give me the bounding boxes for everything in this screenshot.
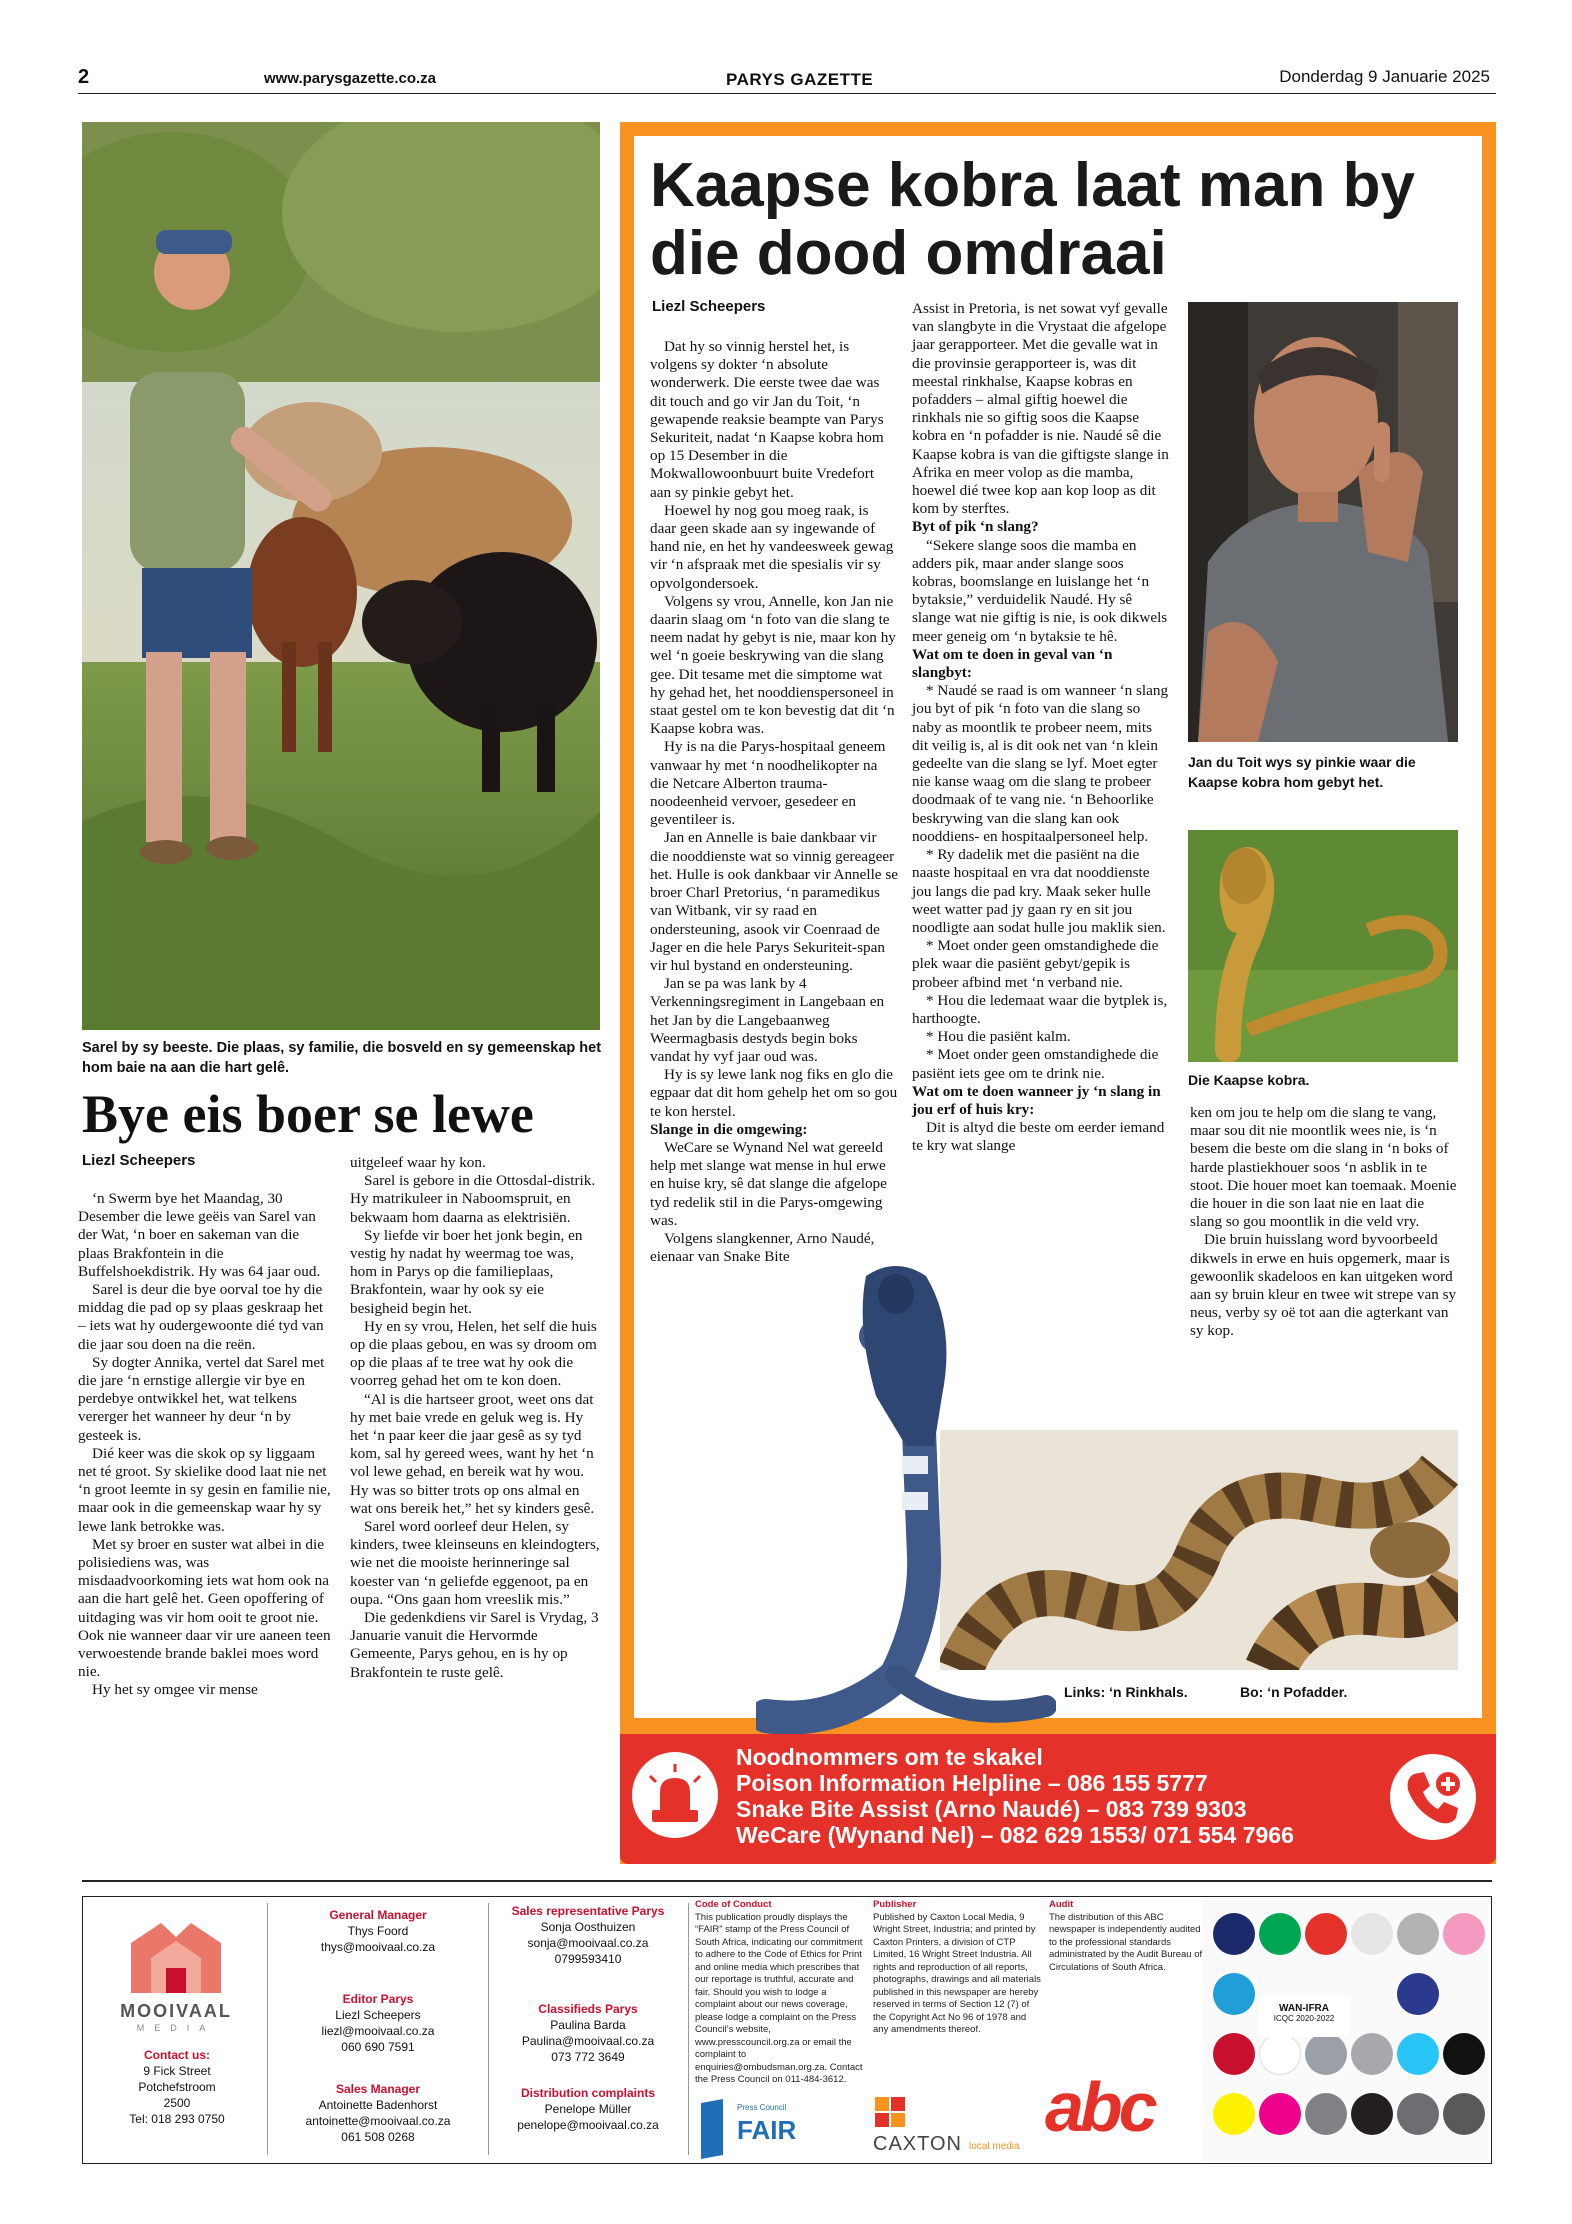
- jan-photo-caption: Jan du Toit wys sy pinkie waar die Kaapse kobra hom gebyt het.: [1188, 754, 1416, 790]
- colour-swatch: [1443, 2033, 1485, 2075]
- press-council-fair-logo: Press Council FAIR: [693, 2097, 803, 2161]
- emergency-line-3: WeCare (Wynand Nel) – 082 629 1553/ 071 554 7966: [736, 1822, 1294, 1848]
- colour-swatch: [1397, 2093, 1439, 2135]
- caxton-logo: CAXTON local media: [873, 2097, 1043, 2157]
- paragraph: Sarel word oorleef deur Helen, sy kinders, twee kleinseuns en kleindogters, wie net die mooiste herinneringe sal koester van ‘n geliefde eggenoot, pa en oupa. “Ons gaan hom vreeslik mis.”: [350, 1518, 600, 1608]
- footer-divider: [688, 1903, 689, 2155]
- colour-swatch: [1259, 1913, 1301, 1955]
- audit-block: Audit The distribution of this ABC newspaper is independently audited to the professional standards administrated by the Audit Bureau of Circulations of South Africa.: [1049, 1899, 1203, 1973]
- cobra-article-column-1: [650, 338, 898, 1266]
- paragraph: Hy is sy lewe lank nog fiks en glo die egpaar dat dit hom gehelp het om so gou te kon herstel.: [650, 1066, 898, 1120]
- paragraph: Volgens sy vrou, Annelle, kon Jan nie daarin slaag om ‘n foto van die slang te neem nadat hy gebyt is nie, maar kon hy wel ‘n goeie beskrywing van die slang gee. Dit tesame met die simptome wat hy gehad het, het nooddienspersoneel in staat gestel om te kon bevestig dat dit ‘n Kaapse kobra was.: [650, 592, 896, 738]
- masthead: PARYS GAZETTE: [726, 70, 874, 89]
- mooivaal-wordmark: MOOIVAAL: [120, 2001, 232, 2021]
- subheading: Slange in die omgewing:: [650, 1120, 808, 1138]
- paragraph: ‘n Swerm bye het Maandag, 30 Desember die lewe geëis van Sarel van der Wat, ‘n boer en sakeman van die plaas Brakfontein in die Buffelshoekdistrik. Hy was 64 jaar oud.: [78, 1190, 321, 1280]
- farmer-cattle-photo: [82, 122, 600, 1030]
- paragraph: Dié keer was die skok op sy liggaam net té groot. Sy skielike dood laat nie net ‘n groot leemte in sy gesin en familie nie, maar ook in die gemeenskap waar hy sy lewe lank betrokke was.: [78, 1444, 331, 1535]
- general-manager: General Manager Thys Foord thys@mooivaal.co.za: [320, 1908, 436, 1954]
- paragraph: Hy en sy vrou, Helen, het self die huis op die plaas gebou, en was sy droom om op die plaas af te tree wat hy ook die voorreg gehad het om te kon doen.: [350, 1317, 597, 1390]
- paragraph: Sarel is deur die bye oorval toe hy die middag die pad op sy plaas geskraap het – iets wat hy oudergewoonte dié tyd van die jaar sou doen na die reën.: [78, 1281, 324, 1353]
- paragraph: Sarel is gebore in die Ottosdal-distrik. Hy matrikuleer in Naboomspruit, en bekwaam hom daarna as elektrisiën.: [350, 1172, 596, 1226]
- colour-swatch: [1305, 1913, 1347, 1955]
- paragraph: Jan se pa was lank by 4 Verkenningsregiment in Langebaan en het Jan by die Langebaanweg Weermagbasis destyds begin boks vandat hy vyf jaar oud was.: [650, 975, 885, 1065]
- colour-swatch: [1213, 2033, 1255, 2075]
- colour-swatch: [1259, 2093, 1301, 2135]
- rinkhals-caption: Links: ‘n Rinkhals.: [1064, 1684, 1188, 1700]
- colour-swatch: [1351, 2093, 1393, 2135]
- paragraph: “Al is die hartseer groot, weet ons dat hy met baie vrede en geluk weg is. Hy het ‘n paar keer die jaar gesê as sy tyd kom, sal hy gereed wees, want hy het ‘n vol lewe gehad, en bereik wat hy wou. Hy was so bitter trots op ons almal en wat ons bereik het,” het sy kinders gesê.: [350, 1390, 595, 1517]
- paragraph: * Naudé se raad is om wanneer ‘n slang jou byt of pik ‘n foto van die slang so naby as moontlik te probeer neem, mits dit veilig is, al is dit ook net van ‘n klein gedeelte van die slang se lyf. Moet egter nie kanse waag om die slang te probeer doodmaak of te vang nie. ‘n Behoorlike beskrywing van die slang kan ook nooddiens- en hospitaalpersoneel help.: [912, 682, 1169, 845]
- paragraph: Met sy broer en suster wat albei in die polisiediens was, was misdaadvoorkoming iets wat hom ook na aan die hart gelê het. Geen opoffering of uitdaging was vir hom ooit te groot nie. Ook nie wanneer daar vir ure aaneen teen verwoestende brande baklei moes word nie.: [78, 1535, 331, 1681]
- colour-swatch: [1397, 1913, 1439, 1955]
- cobra-headline: Kaapse kobra laat man by die dood omdraai: [650, 151, 1415, 288]
- colour-swatch: [1305, 2093, 1347, 2135]
- paragraph: Hy het sy omgee vir mense: [92, 1681, 258, 1699]
- paragraph: Assist in Pretoria, is net sowat vyf gevalle van slangbyte in die Vrystaat die afgelope jaar gerapporteer. Met die gevalle wat in die provinsie gerapporteer is, was dit meestal rinkhalse, Kaapse kobras en pofadders – almal giftig hoewel die rinkhals nie so giftig soos die Kaapse kobra en ‘n pofadder is nie. Naudé sê die Kaapse kobra is van die giftigste slange in Afrika en meer volop as die mamba, hoewel dié twee kop aan kop loop as dit kom by sterftes.: [912, 300, 1169, 518]
- paragraph: WeCare se Wynand Nel wat gereeld help met slange wat mense in hul erwe en huise kry, sê dat slange die afgelope tyd redelik stil in die Parys-omgewing was.: [650, 1138, 887, 1229]
- colour-swatch: [1351, 1913, 1393, 1955]
- left-byline: Liezl Scheepers: [82, 1152, 196, 1169]
- subheading: Byt of pik ‘n slang?: [912, 518, 1039, 536]
- colour-swatch: [1443, 2093, 1485, 2135]
- page-number: 2: [78, 66, 90, 88]
- cobra-article-column-2: [912, 300, 1170, 1156]
- wan-ifra-badge: WAN-IFRA ICQC 2020-2022: [1259, 1997, 1349, 2037]
- left-article-column-2: [350, 1154, 602, 1682]
- sales-representative: Sales representative Parys Sonja Oosthuizen sonja@mooivaal.co.za 0799593410: [511, 1904, 665, 1966]
- paragraph: Jan en Annelle is baie dankbaar vir die nooddienste wat so vinnig gereageer het. Hulle is ook dankbaar vir Annelle se broer Charl Pretorius, ‘n paramedikus van Witbank, vir sy raad en ondersteuning, asook vir Coenraad de Jager en die hele Parys Sekuriteit-span vir hul bystand en ondersteuning.: [650, 829, 898, 974]
- paragraph: Dit is altyd die beste om eerder iemand te kry wat slange: [912, 1119, 1165, 1155]
- colour-swatch: [1397, 1973, 1439, 2015]
- paragraph: * Hou die pasiënt kalm.: [926, 1028, 1071, 1046]
- phone-icon: [1390, 1754, 1476, 1840]
- mooivaal-sub: MEDIA: [136, 2023, 216, 2033]
- rinkhals-cutout: [756, 1256, 1056, 1746]
- paragraph: * Moet onder geen omstandighede die plek waar die pasiënt gebyt/gepik is probeer afbind met ‘n verband nie.: [912, 937, 1159, 991]
- imprint-footer: [82, 1896, 1492, 2164]
- cape-cobra-photo: [1188, 830, 1458, 1062]
- paragraph: Hoewel hy nog gou moeg raak, is daar geen skade aan sy ingewande of hand nie, en het hy vandeesweek gewag vir ‘n afspraak met die spesialis vir sy opvolgondersoek.: [650, 501, 894, 592]
- farmer-photo-caption: Sarel by sy beeste. Die plaas, sy familie, die bosveld en sy gemeenskap het hom baie na aan die hart gelê.: [82, 1040, 602, 1076]
- abc-logo: abc: [1045, 2068, 1154, 2146]
- left-headline: Bye eis boer se lewe: [82, 1084, 534, 1144]
- cobra-byline: Liezl Scheepers: [652, 298, 766, 315]
- paragraph: uitgeleef waar hy kon.: [350, 1154, 486, 1171]
- left-article-column-1: [78, 1190, 332, 1700]
- colour-swatch: [1351, 2033, 1393, 2075]
- emergency-title: Noodnommers om te skakel: [736, 1744, 1043, 1770]
- emergency-numbers-bar: [620, 1734, 1496, 1864]
- colour-swatch: [1213, 2093, 1255, 2135]
- cobra-article-column-3: [1190, 1104, 1458, 1341]
- colour-calibration-panel: [1203, 1899, 1489, 2161]
- publisher-block: Publisher Published by Caxton Local Media, 9 Wright Street, Industria; and printed by Caxton Printers, a division of CTP Limited, 16 Wright Street Industria. All rights and reproduction of all reports, photographs, drawings and all materials published in this newspaper are hereby reserved in terms of Section 12 (7) of the Copyright Act No 96 of 1978 and any amendments thereof.: [873, 1899, 1041, 2035]
- paragraph: Die gedenkdiens vir Sarel is Vrydag, 3 Januarie vanuit die Hervormde Gemeente, Parys gehou, en is hy op Brakfontein te ruste gelê.: [350, 1609, 599, 1681]
- footer-divider: [267, 1903, 268, 2155]
- paragraph: Sy liefde vir boer het jonk begin, en vestig hy nadat hy weermag toe was, hom in Parys op die familieplaas, Brakfontein, waar hy ook sy eie besigheid begin het.: [350, 1226, 583, 1317]
- paragraph: * Moet onder geen omstandighede die pasiënt iets gee om te drink nie.: [912, 1046, 1159, 1082]
- paragraph: ken om jou te help om die slang te vang, maar sou dit nie moontlik wees nie, is ‘n besem die beste om die slang in ‘n boks of harde plastiekhouer soos ‘n asblik in te stoot. Die houer moet kan toemaak. Moenie die houer in die son laat nie en laat die slang so gou moontlik in die veld vry.: [1190, 1104, 1457, 1231]
- subheading: Wat om te doen wanneer jy ‘n slang in jou erf of huis kry:: [912, 1082, 1161, 1118]
- issue-date: Donderdag 9 Januarie 2025: [1279, 67, 1490, 86]
- mooivaal-logo: [121, 1913, 231, 2003]
- paragraph: * Hou die ledemaat waar die bytplek is, harthoogte.: [912, 991, 1168, 1027]
- editor-parys: Editor Parys Liezl Scheepers liezl@mooivaal.co.za 060 690 7591: [321, 1992, 435, 2054]
- website-url[interactable]: www.parysgazette.co.za: [264, 70, 437, 87]
- distribution-complaints: Distribution complaints Penelope Müller penelope@mooivaal.co.za: [517, 2086, 659, 2132]
- sales-manager: Sales Manager Antoinette Badenhorst antoinette@mooivaal.co.za 061 508 0268: [305, 2082, 451, 2144]
- colour-swatch: [1259, 2033, 1301, 2075]
- footer-divider: [488, 1903, 489, 2155]
- emergency-line-1: Poison Information Helpline – 086 155 5777: [736, 1770, 1208, 1796]
- page-header: [78, 66, 1496, 94]
- colour-swatch: [1305, 2033, 1347, 2075]
- paragraph: Die bruin huisslang word byvoorbeeld dikwels in erwe en huis opgemerk, maar is gewoonlik skadeloos en kan uitgeken word aan sy bruin kleur en twee wit strepe van sy neus, verby sy oë tot aan die agterkant van sy kop.: [1190, 1231, 1457, 1340]
- cobra-photo-caption: Die Kaapse kobra.: [1188, 1072, 1310, 1088]
- subheading: Wat om te doen in geval van ‘n slangbyt:: [912, 645, 1113, 682]
- paragraph: “Sekere slange soos die mamba en adders pik, maar ander slange soos kobras, boomslange en luislange het ‘n bytaksie,” verduidelik Naudé. Hy sê slange wat nie giftig is nie, is ook dikwels meer geneig om ‘n bytaksie te hê.: [912, 536, 1168, 645]
- colour-swatch: [1213, 1913, 1255, 1955]
- emergency-line-2: Snake Bite Assist (Arno Naudé) – 083 739 9303: [736, 1796, 1247, 1822]
- code-of-conduct: Code of Conduct This publication proudly displays the “FAIR” stamp of the Press Council of South Africa, indicating our commitment to adhere to the Code of Ethics for Print and online media which prescribes that our reportage is truthful, accurate and fair. Should you wish to lodge a complaint about our news coverage, please lodge a complaint on the Press Council’s website, www.presscouncil.org.za or email the complaint to enquiries@ombudsman.org.za. Contact the Press Council on 011-484-3612.: [695, 1899, 863, 2085]
- colour-swatch: [1397, 2033, 1439, 2075]
- pofadder-caption: Bo: ‘n Pofadder.: [1240, 1684, 1348, 1700]
- paragraph: Volgens slangkenner, Arno Naudé, eienaar van Snake Bite: [650, 1229, 875, 1266]
- colour-swatch: [1443, 1913, 1485, 1955]
- paragraph: Hy is na die Parys-hospitaal geneem vanwaar hy met ‘n noodhelikopter na die Netcare Alberton trauma-noodeenheid vervoer, gesedeer en geventileer is.: [650, 738, 886, 829]
- paragraph: Sy dogter Annika, vertel dat Sarel met die jare ‘n ernstige allergie vir bye en perdebye ontwikkel het, wat telkens vererger het wanneer hy deur ‘n by gesteek is.: [78, 1353, 325, 1444]
- colour-swatch: [1213, 1973, 1255, 2015]
- classifieds-parys: Classifieds Parys Paulina Barda Paulina@mooivaal.co.za 073 772 3649: [521, 2002, 655, 2064]
- paragraph: Dat hy so vinnig herstel het, is volgens sy dokter ‘n absolute wonderwerk. Die eerste twee dae was dit touch and go vir Jan du Toit, ‘n gewapende reaksie beampte van Parys Sekuriteit, nadat ‘n Kaapse kobra hom op 15 Desember in die Mokwallowoonbuurt buite Vredefort aan sy pinkie gebyt het.: [650, 338, 884, 501]
- footer-rule: [82, 1880, 1492, 1882]
- jan-du-toit-photo: [1188, 302, 1458, 742]
- contact-block: Contact us: 9 Fick Street Potchefstroom 2500 Tel: 018 293 0750: [129, 2048, 225, 2126]
- paragraph: * Ry dadelik met die pasiënt na die naaste hospitaal en vra dat nooddienste jou langs die pad kry. Maak seker hulle weet watter pad jy gaan ry en sit jou noodligte aan sodat hulle jou maklik sien.: [912, 846, 1166, 936]
- siren-icon: [632, 1752, 718, 1838]
